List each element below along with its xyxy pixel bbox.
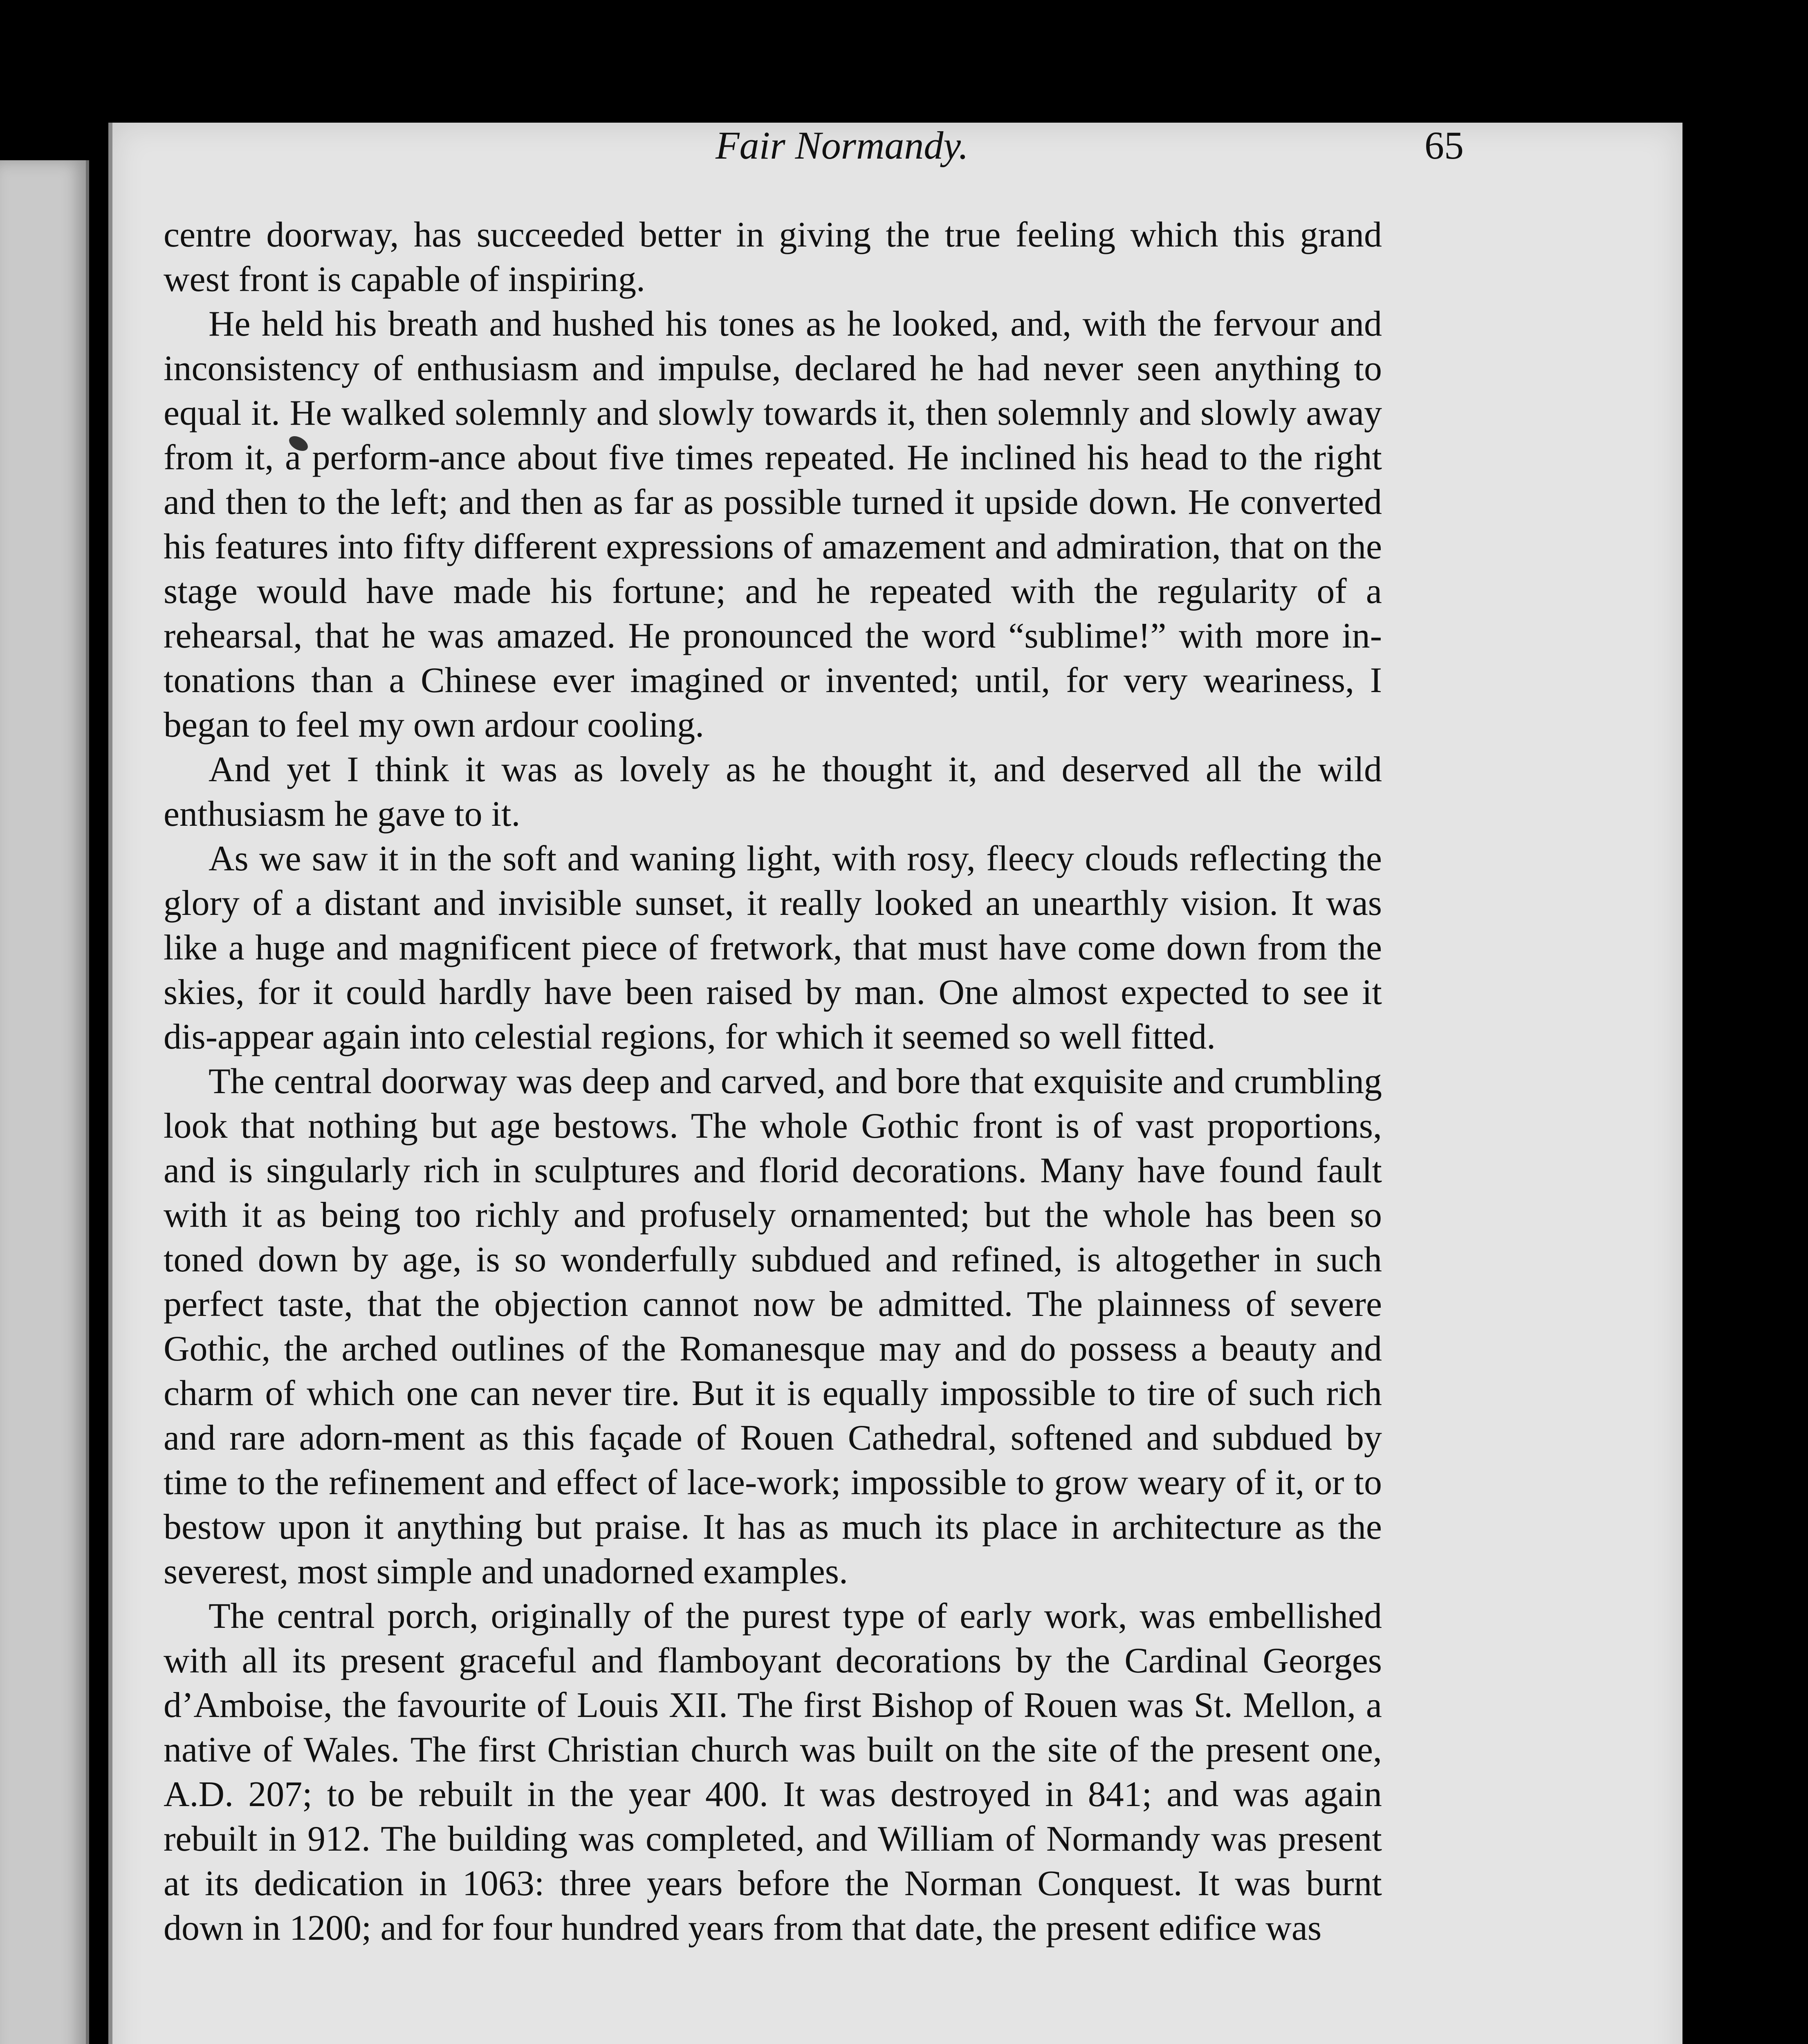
body-text bbox=[164, 213, 1382, 1950]
paragraph: The central porch, originally of the purest type of early work, was embellished with all its present graceful and flamboyant decorations by the Cardinal Georges d’Amboise, the favourite of Louis XII. The first Bishop of Rouen was St. Mellon, a native of Wales. The first Christian church was built on the site of the present one, A.D. 207; to be rebuilt in the year 400. It was destroyed in 841; and was again rebuilt in 912. The building was completed, and William of Normandy was present at its dedication in 1063: three years before the Norman Conquest. It was burnt down in 1200; and for four hundred years from that date, the present edifice was bbox=[164, 1596, 1382, 1948]
paragraph: centre doorway, has succeeded better in giving the true feeling which this grand west front is capable of inspiring. bbox=[164, 215, 1382, 299]
paragraph: He held his breath and hushed his tones as he looked, and, with the fervour and inconsistency of enthusiasm and impulse, declared he had never seen anything to equal it. He walked solemnly and slowly towards it, then solemnly and slowly away from it, a perform-ance about five times repeated. He inclined his head to the right and then to the left; and then as far as possible turned it upside down. He converted his features into fifty different expressions of amazement and admiration, that on the stage would have made his fortune; and he repeated with the regularity of a rehearsal, that he was amazed. He pronounced the word “sublime!” with more in-tonations than a Chinese ever imagined or invented; until, for very weariness, I began to feel my own ardour cooling. bbox=[164, 304, 1382, 745]
page-number: 65 bbox=[1424, 123, 1464, 167]
paragraph: And yet I think it was as lovely as he thought it, and deserved all the wild enthusiasm he gave to it. bbox=[164, 750, 1382, 834]
paragraph: As we saw it in the soft and waning light, with rosy, fleecy clouds reflecting the glory of a distant and invisible sunset, it really looked an unearthly vision. It was like a huge and magnificent piece of fretwork, that must have come down from the skies, for it could hardly have been raised by man. One almost expected to see it dis-appear again into celestial regions, for which it seemed so well fitted. bbox=[164, 839, 1382, 1057]
facing-page-edge bbox=[0, 160, 89, 2044]
running-title: Fair Normandy. bbox=[716, 123, 969, 167]
paragraph: The central doorway was deep and carved, and bore that exquisite and crumbling look that nothing but age bestows. The whole Gothic front is of vast proportions, and is singularly rich in sculptures and florid decorations. Many have found fault with it as being too richly and profusely ornamented; but the whole has been so toned down by age, is so wonderfully subdued and refined, is altogether in such perfect taste, that the objection cannot now be admitted. The plainness of severe Gothic, the arched outlines of the Romanesque may and do possess a beauty and charm of which one can never tire. But it is equally impossible to tire of such rich and rare adorn-ment as this façade of Rouen Cathedral, softened and subdued by time to the refinement and effect of lace-work; impossible to grow weary of it, or to bestow upon it anything but praise. It has as much its place in architecture as the severest, most simple and unadorned examples. bbox=[164, 1062, 1382, 1591]
running-header bbox=[164, 123, 1464, 180]
